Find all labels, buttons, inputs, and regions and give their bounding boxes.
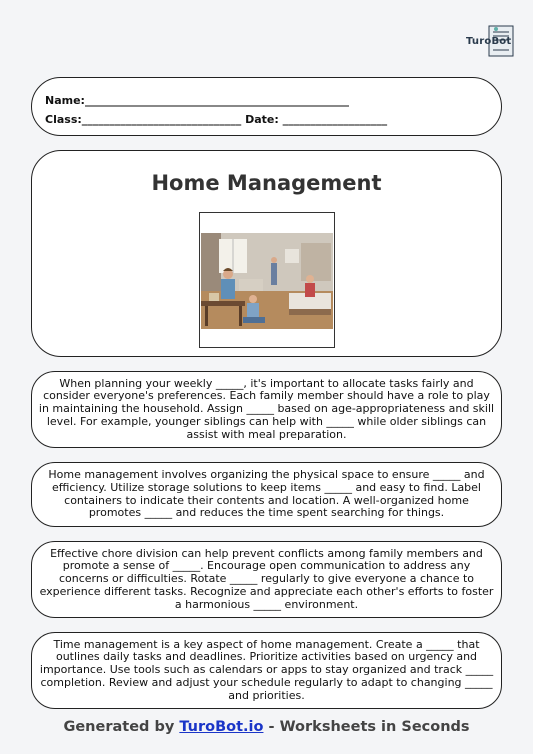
turobot-logo xyxy=(463,24,515,60)
class-label: Class: xyxy=(45,113,82,126)
footer-prefix: Generated by xyxy=(63,719,180,735)
title-box xyxy=(31,150,502,357)
name-line xyxy=(45,94,349,107)
paragraph-text-4: Time management is a key aspect of home management. Create a _____ that outlines daily tasks and deadlines. Prioritize activities based on urgency and importance. Use tools such as calendars or apps to stay organized and track _____ completion. Review and adjust your schedule regularly to adapt to changing _____ and priorities. xyxy=(39,637,494,702)
name-field[interactable]: ________________________________________________ xyxy=(84,94,349,107)
paragraph-box-2 xyxy=(31,462,502,527)
paragraph-box-4 xyxy=(31,632,502,709)
footer xyxy=(0,719,533,735)
paragraph-box-3 xyxy=(31,541,502,618)
paragraph-text-3: Effective chore division can help prevent conflicts among family members and promote a sense of _____. Encourage open communication to address any concerns or difficulties. Rotate _____ regularly to give everyone a chance to experience different tasks. Recognize and appreciate each other's efforts to foster a harmonious _____ environment. xyxy=(39,546,494,611)
turobot-link[interactable]: TuroBot.io xyxy=(179,719,264,735)
class-date-line xyxy=(45,113,387,126)
worksheet-title: Home Management xyxy=(151,171,382,195)
paragraph-text-2: Home management involves organizing the physical space to ensure _____ and efficiency. Utilize storage solutions to keep items _____ and easy to find. Label containers to indicate their contents and location. A well-organized home promotes _____ and reduces the time spent searching for things. xyxy=(48,468,485,520)
paragraph-box-1 xyxy=(31,371,502,448)
footer-suffix: - Worksheets in Seconds xyxy=(263,719,470,735)
logo-text: TuroBot xyxy=(466,36,512,47)
class-field[interactable]: _____________________________ xyxy=(81,113,242,126)
paragraph-text-1: When planning your weekly _____, it's important to allocate tasks fairly and consider everyone's preferences. Each family member should have a role to play in maintaining the household. Assign _____ based on age-appropriateness and skill level. For example, younger siblings can help with _____ while older siblings can assist with meal preparation. xyxy=(38,376,495,441)
family-home-photo xyxy=(199,212,335,348)
family-room-illustration xyxy=(201,233,333,329)
name-label: Name: xyxy=(45,94,85,107)
date-field[interactable]: ___________________ xyxy=(282,113,388,126)
date-label: Date: xyxy=(245,113,279,126)
student-info-box xyxy=(31,77,502,136)
